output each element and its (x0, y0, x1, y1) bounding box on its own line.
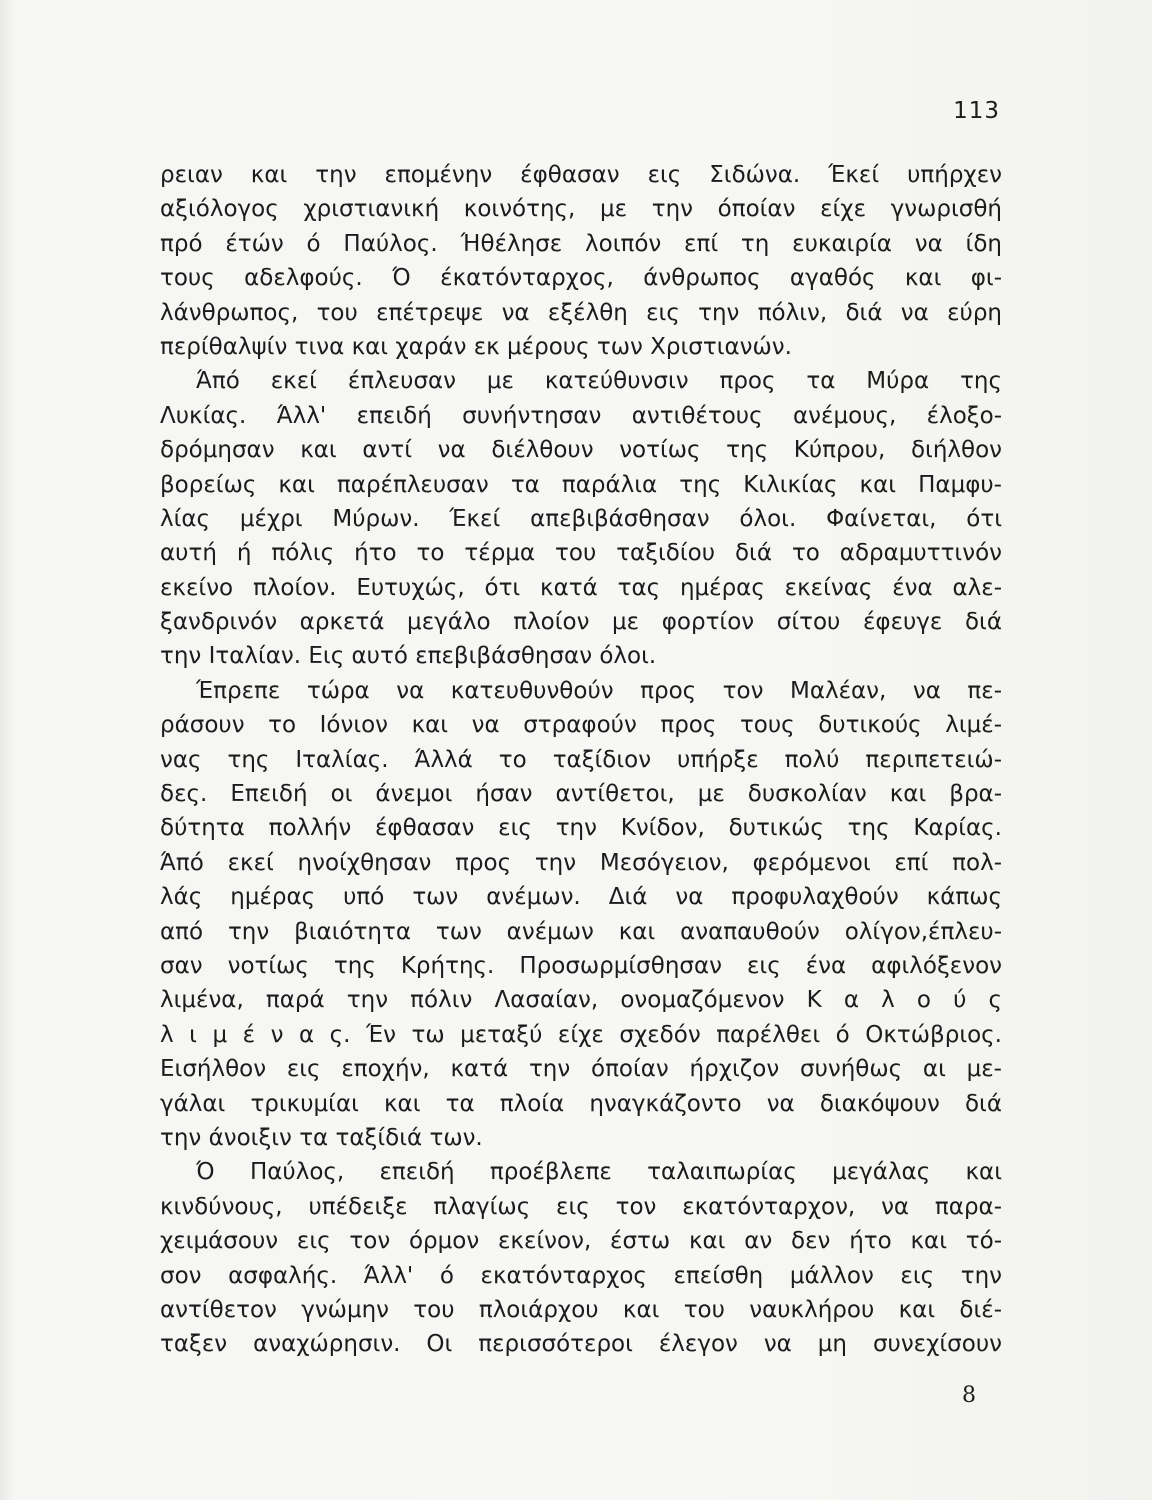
text-line: την άνοιξιν τα ταξίδιά των. (160, 1124, 483, 1151)
text-line: γάλαι τρικυμίαι και τα πλοία ηναγκάζοντο να διακόψουν διά (160, 1090, 1002, 1117)
text-line: λάς ημέρας υπό των ανέμων. Διά να προφυλαχθούν κάπως (160, 884, 1002, 911)
text-line: λ ι μ έ ν α ς. Έν τω μεταξύ είχε σχεδόν παρέλθει ό Οκτώβριος. (160, 1021, 1002, 1048)
text-line: πρό έτών ό Παύλος. Ήθέλησε λοιπόν επί τη ευκαιρία να ίδη (160, 230, 1002, 257)
text-line: λάνθρωπος, του επέτρεψε να εξέλθη εις την πόλιν, διά να εύρη (160, 299, 1002, 326)
text-line: Άπό εκεί έπλευσαν με κατεύθυνσιν προς τα Μύρα της (196, 368, 1002, 395)
text-line: ξανδρινόν αρκετά μεγάλο πλοίον με φορτίον σίτου έφευγε διά (160, 609, 1002, 636)
text-line: Άπό εκεί ηνοίχθησαν προς την Μεσόγειον, φερόμενοι επί πολ- (160, 849, 1002, 876)
text-line: από την βιαιότητα των ανέμων και αναπαυθούν ολίγον,έπλευ- (160, 918, 1002, 945)
text-line: αντίθετον γνώμην του πλοιάρχου και του ναυκλήρου και διέ- (160, 1296, 1002, 1323)
text-line: νας της Ιταλίας. Άλλά το ταξίδιον υπήρξε πολύ περιπετειώ- (160, 746, 1002, 773)
text-line: Έπρεπε τώρα να κατευθυνθούν προς τον Μαλέαν, να πε- (196, 677, 1002, 704)
text-line: περίθαλψίν τινα και χαράν εκ μέρους των Χριστιανών. (160, 333, 792, 360)
text-line: την Ιταλίαν. Εις αυτό επεβιβάσθησαν όλοι. (160, 643, 657, 670)
text-line: εκείνο πλοίον. Ευτυχώς, ότι κατά τας ημέρας εκείνας ένα αλε- (160, 574, 1002, 601)
text-line: Λυκίας. Άλλ' επειδή συνήντησαν αντιθέτους ανέμους, έλοξο- (160, 402, 1002, 429)
text-line: αυτή ή πόλις ήτο το τέρμα του ταξιδίου διά το αδραμυττινόν (160, 540, 1002, 567)
text-line: σον ασφαλής. Άλλ' ό εκατόνταρχος επείσθη μάλλον εις την (160, 1262, 1002, 1289)
text-line: ράσουν το Ιόνιον και να στραφούν προς τους δυτικούς λιμέ- (160, 712, 1002, 739)
text-line: λιμένα, παρά την πόλιν Λασαίαν, ονομαζόμενον Κ α λ ο ύ ς (160, 987, 1002, 1014)
text-line: τους αδελφούς. Ό έκατόνταρχος, άνθρωπος αγαθός και φι- (160, 265, 1002, 292)
signature-mark: 8 (962, 1383, 976, 1408)
text-line: βορείως και παρέπλευσαν τα παράλια της Κιλικίας και Παμφυ- (160, 471, 1002, 498)
text-line: δρόμησαν και αντί να διέλθουν νοτίως της Κύπρου, διήλθον (160, 437, 1002, 464)
page-number: 113 (953, 98, 1000, 124)
text-line: σαν νοτίως της Κρήτης. Προσωρμίσθησαν εις ένα αφιλόξενον (160, 952, 1002, 979)
text-line: λίας μέχρι Μύρων. Έκεί απεβιβάσθησαν όλοι. Φαίνεται, ότι (160, 505, 1002, 532)
text-line: κινδύνους, υπέδειξε πλαγίως εις τον εκατόνταρχον, να παρα- (160, 1193, 1002, 1220)
text-line: αξιόλογος χριστιανική κοινότης, με την όποίαν είχε γνωρισθή (160, 196, 1002, 223)
text-line: χειμάσουν εις τον όρμον εκείνον, έστω και αν δεν ήτο και τό- (160, 1228, 1002, 1255)
body-text (160, 158, 1002, 1362)
text-line: Ό Παύλος, επειδή προέβλεπε ταλαιπωρίας μεγάλας και (196, 1159, 1002, 1186)
text-line: δες. Επειδή οι άνεμοι ήσαν αντίθετοι, με δυσκολίαν και βρα- (160, 781, 1002, 808)
text-line: Εισήλθον εις εποχήν, κατά την όποίαν ήρχιζον συνήθως αι με- (160, 1056, 1002, 1083)
text-line: δύτητα πολλήν έφθασαν εις την Κνίδον, δυτικώς της Καρίας. (160, 815, 1002, 842)
text-line: ταξεν αναχώρησιν. Οι περισσότεροι έλεγον να μη συνεχίσουν (160, 1331, 1002, 1358)
text-line: ρειαν και την επομένην έφθασαν εις Σιδώνα. Έκεί υπήρχεν (160, 162, 1002, 188)
